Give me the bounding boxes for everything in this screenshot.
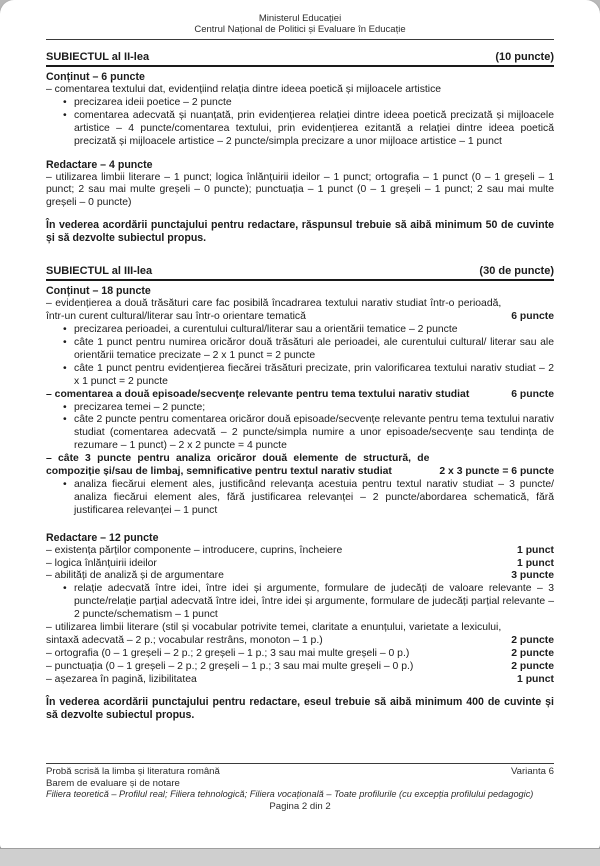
subject3-content-heading: Conținut – 18 puncte	[46, 285, 151, 298]
ministry-line: Ministerul Educației	[258, 13, 342, 24]
subject3-item2-bullet-2: • câte 2 puncte pentru comentarea oricăror două episoade/secvențe relevante pentru tema textului narativ studiat (comentarea adecvată – 2 puncte/simpla numire a unor episoade/secvențe sau tendința de rezumare – 1 punct) – 2 x 2 puncte = 4 puncte	[63, 414, 554, 453]
footer-row-1	[46, 766, 554, 778]
redactare-row6-points: 2 puncte	[511, 660, 554, 672]
redactare-row7-points: 1 punct	[517, 673, 554, 685]
subject3-redactare-row-7	[46, 674, 554, 687]
footer-variant: Varianta 6	[510, 765, 554, 777]
subject3-title-bar	[46, 265, 554, 281]
redactare-row2-text: – logica înlănțuirii ideilor	[46, 557, 157, 569]
subject3-points: (30 de puncte)	[479, 265, 554, 278]
subject3-redactare-bullet: • relație adecvată între idei, între idei și argumente, formulare de judecăți de valoare relevante – 3 puncte/relație parțial adecvată între idei, între idei și argumente, formulare de judecăți parțial relevante – 2 puncte/schematism – 1 punct	[63, 583, 554, 622]
subject2-redactare-heading: Redactare – 4 puncte	[46, 158, 153, 171]
subject3-item2-points: 6 puncte	[511, 388, 554, 400]
redactare-row3-text: – abilități de analiză și de argumentare	[46, 570, 224, 582]
subject3-note: În vederea acordării punctajului pentru redactare, eseul trebuie să aibă minimum 400 de cuvinte și să dezvolte subiectul propus.	[46, 695, 554, 721]
redactare-row6-text: – punctuația (0 – 1 greșeli – 2 p.; 2 greșeli – 1 p.; 3 sau mai multe greșeli – 0 p.)	[46, 660, 414, 672]
subject3-item3-points: 2 x 3 puncte = 6 puncte	[439, 466, 554, 478]
subject3-item3-text: – câte 3 puncte pentru analiza oricăror două elemente de structură, de compoziție și/sau de limbaj, semnificative pentru textul narativ studiat	[46, 453, 430, 478]
redactare-row7-text: – așezarea în pagină, lizibilitatea	[46, 673, 197, 685]
subject3-item3	[46, 453, 554, 479]
subject3-item1-bullet-1: • precizarea perioadei, a curentului cultural/literar sau a orientării tematice – 2 puncte	[63, 324, 554, 337]
subject3-item1-bullet-2: • câte 1 punct pentru numirea oricăror două trăsături ale perioadei, ale curentului cultural/ literar sau ale orientării tematice precizate – 2 x 1 punct = 2 puncte	[63, 337, 554, 363]
footer-doc-type: Barem de evaluare și de notare	[46, 777, 180, 789]
subject3-redactare-row-3	[46, 570, 554, 583]
subject2-title: SUBIECTUL al II-lea	[46, 51, 150, 63]
page-bottom-edge	[0, 848, 600, 866]
subject2-redactare-text: – utilizarea limbii literare – 1 punct; logica înlănțuirii ideilor – 1 punct; ortografia – 1 punct (0 – 1 greșeli – 1 punct; 2 sau mai multe greșeli – 0 puncte); punctuația – 1 punct (0 – 1 greșeli – 1 punct; 2 sau mai multe greșeli – 0 puncte)	[46, 171, 554, 209]
subject3-item2-bullet-1: • precizarea temei – 2 puncte;	[63, 402, 554, 415]
subject3-item2-text: – comentarea a două episoade/secvențe relevante pentru tema textului narativ studiat	[46, 388, 470, 400]
footer-exam-name: Probă scrisă la limba și literatura română	[46, 765, 220, 777]
redactare-row2-points: 1 punct	[517, 557, 554, 569]
subject3-redactare-row-6	[46, 661, 554, 674]
redactare-row1-points: 1 punct	[517, 544, 554, 556]
subject3-title: SUBIECTUL al III-lea	[46, 265, 153, 278]
subject3-item3-bullet-1: • analiza fiecărui element ales, justificând relevanța acestuia pentru textul narativ studiat – 3 puncte/ analiza fiecărui element ales, fără justificarea relevanței – 2 puncte/abordarea schematică, fără justificarea relevanței – 1 punct	[63, 479, 554, 518]
footer-profile-line: Filiera teoretică – Profilul real; Filiera tehnologică; Filiera vocațională – Toate profilurile (cu excepția profilului pedagogic)	[46, 789, 534, 800]
redactare-row4-points: 2 puncte	[511, 635, 554, 646]
subject2-note: În vederea acordării punctajului pentru redactare, răspunsul trebuie să aibă minimum 50 de cuvinte și să dezvolte subiectul propus.	[46, 219, 554, 245]
redactare-row3-points: 3 puncte	[511, 570, 554, 582]
subject3-redactare-heading: Redactare – 12 puncte	[46, 531, 159, 544]
subject3-redactare-row-1	[46, 545, 554, 558]
redactare-row4-text: – utilizarea limbii literare (stil și vocabular potrivite temei, claritate a enunțului, varietate a lexicului, sintaxă adecvată – 2 p.; vocabular restrâns, monoton – 1 p.)	[46, 622, 502, 646]
subject3-item1	[46, 298, 554, 324]
subject2-content-heading: Conținut – 6 puncte	[46, 71, 145, 83]
subject3-item2	[46, 389, 554, 402]
subject2-bullet-1: • precizarea ideii poetice – 2 puncte	[63, 97, 554, 110]
subject2-bullet-2: • comentarea adecvată și nuanțată, prin evidențierea relației dintre ideea poetică precizată și mijloacele artistice – 4 puncte/comentarea textului, prin evidențierea ezitantă a relației dintre ideea poetică precizată și mijloacele artistice – 2 puncte/simpla precizare a unor mijloace artistice – 1 punct	[63, 110, 554, 149]
header-divider	[46, 39, 554, 40]
subject3-redactare-row-2	[46, 558, 554, 571]
footer-page-number: Pagina 2 din 2	[269, 801, 331, 813]
subject3-redactare-row-4	[46, 622, 554, 648]
redactare-row1-text: – existența părților componente – introducere, cuprins, încheiere	[46, 544, 343, 556]
redactare-row5-text: – ortografia (0 – 1 greșeli – 2 p.; 2 greșeli – 1 p.; 3 sau mai multe greșeli – 0 p.)	[46, 647, 410, 659]
document-footer	[46, 763, 554, 813]
subject2-points: (10 puncte)	[495, 51, 554, 63]
subject2-title-bar	[46, 51, 554, 67]
subject3-item1-text: – evidențierea a două trăsături care fac posibilă încadrarea textului narativ studiat într-o perioadă, într-un curent cultural/literar sau într-o orientare tematică	[46, 298, 502, 323]
center-line: Centrul Național de Politici și Evaluare în Educație	[194, 24, 406, 35]
redactare-row5-points: 2 puncte	[511, 647, 554, 659]
subject3-item1-bullet-3: • câte 1 punct pentru evidențierea fiecărei trăsături precizate, prin valorificarea textului narativ studiat – 2 x 1 punct = 2 puncte	[63, 363, 554, 389]
subject3-item1-points: 6 puncte	[511, 311, 554, 323]
document-header	[46, 13, 554, 35]
subject3-redactare-row-5	[46, 648, 554, 661]
subject2-content-intro: – comentarea textului dat, evidențiind relația dintre ideea poetică și mijloacele artistice	[46, 84, 442, 95]
